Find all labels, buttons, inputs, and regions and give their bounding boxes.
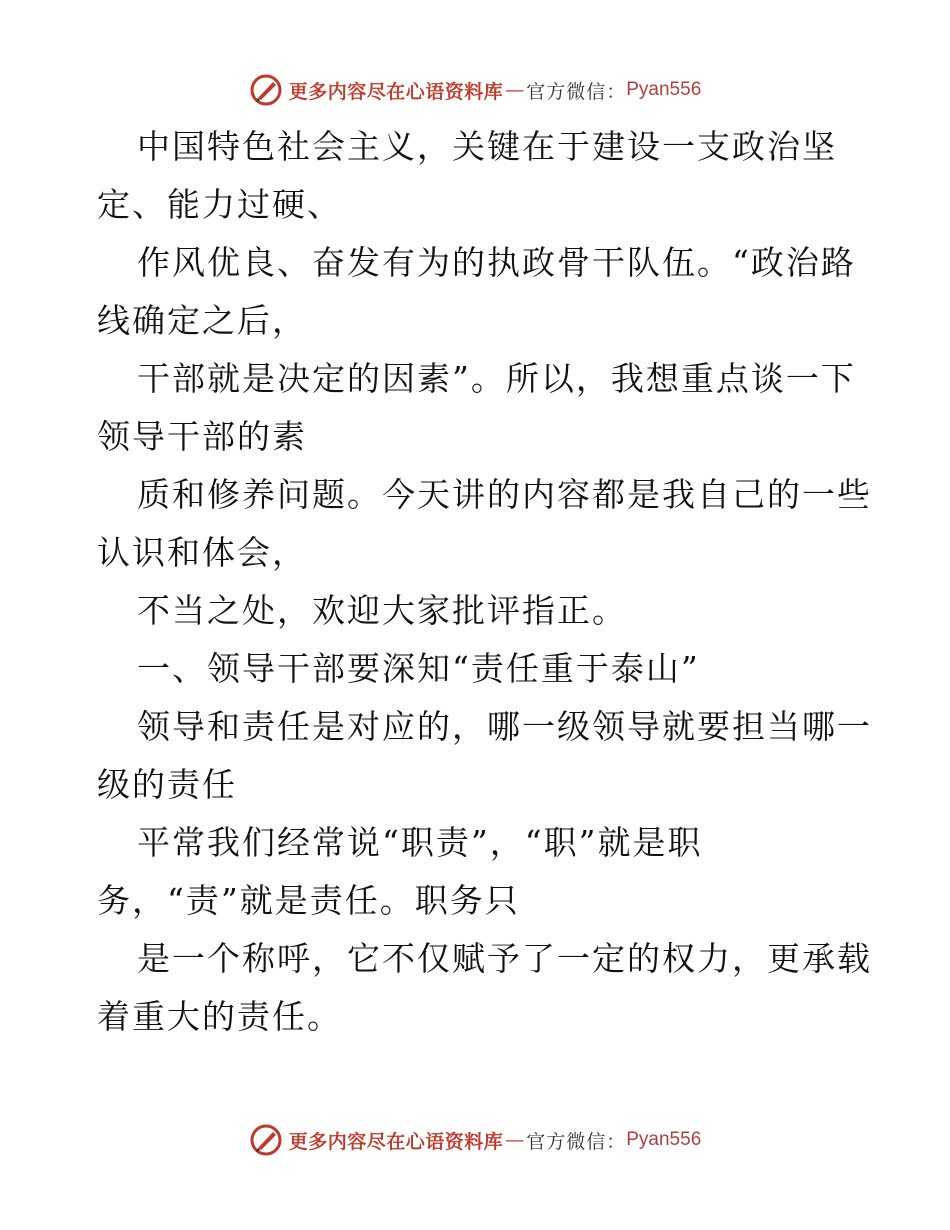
text-line: 平常我们经常说“职责”，“职”就是职 [137,823,703,862]
text-line: 领导干部的素 [97,417,307,456]
text-line: 线确定之后， [97,301,307,340]
footer-brand: 更多内容尽在心语资料库 [288,1130,504,1153]
footer-wechat-id: Pyan556 [626,1129,702,1150]
quill-pen-logo-icon [249,1123,283,1157]
header-wechat-id: Pyan556 [626,79,702,100]
footer-banner [0,1120,950,1160]
text-line: 领导和责任是对应的，哪一级领导就要担当哪一 [137,707,872,746]
text-line: 质和修养问题。今天讲的内容都是我自己的一些 [137,475,872,514]
header-separator: — [505,79,525,101]
text-line: 定、能力过硬、 [97,185,342,224]
quill-pen-logo-icon [249,73,283,107]
text-line: 是一个称呼，它不仅赋予了一定的权力，更承载 [137,939,872,978]
text-line: 务，“责”就是责任。职务只 [97,881,520,920]
text-line: 级的责任 [97,765,237,804]
text-line: 作风优良、奋发有为的执政骨干队伍。“政治路 [137,243,856,282]
footer-wechat-label: 官方微信： [526,1130,627,1153]
footer-separator: — [505,1129,525,1151]
text-line: 中国特色社会主义，关键在于建设一支政治坚 [137,127,837,166]
header-wechat-label: 官方微信： [526,80,627,103]
text-line: 认识和体会， [97,533,307,572]
header-banner [0,70,950,110]
document-body [97,118,872,1046]
text-line: 着重大的责任。 [97,997,342,1036]
text-line: 一、领导干部要深知“责任重于泰山” [137,649,700,688]
text-line: 干部就是决定的因素”。所以，我想重点谈一下 [137,359,856,398]
header-brand: 更多内容尽在心语资料库 [288,80,504,103]
text-line: 不当之处，欢迎大家批评指正。 [137,591,627,630]
